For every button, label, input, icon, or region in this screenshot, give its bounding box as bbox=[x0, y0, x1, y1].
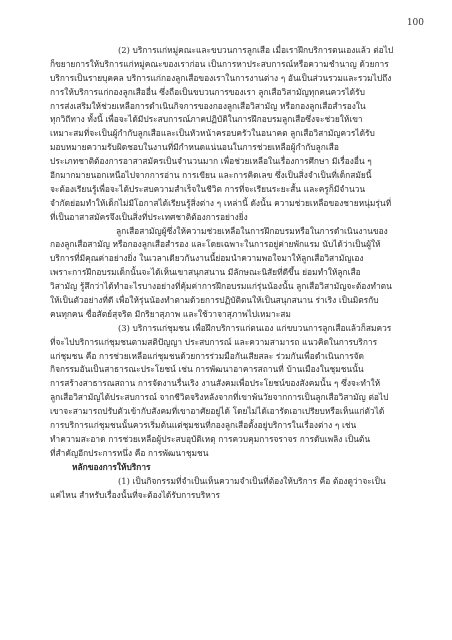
text-line: ที่สำคัญอีกประการหนึ่ง คือ การพัฒนาชุมชน bbox=[50, 447, 209, 458]
text-line: คนทุกคน ซื่อสัตย์สุจริต มีกริยาสุภาพ และใช้วาจาสุภาพไปเหมาะสม bbox=[50, 308, 291, 319]
text-line: กิจกรรมอันเป็นสาธารณะประโยชน์ เช่น การพัฒนาอาคารสถานที่ บ้านเมืองในชุมชนนั้น bbox=[50, 364, 364, 375]
text-line: ที่จะไปบริการแก่ชุมชนตามสติปัญญา ประสบการณ์ และความสามารถ แนวคิดในการบริการ bbox=[50, 336, 378, 347]
text-line: ทุกวิถีทาง ทั้งนี้ เพื่อจะได้มีประสบการณ์ภาคปฏิบัติในการฝึกอบรมลูกเสือซึ่งจะช่วยให้เขา bbox=[50, 114, 363, 125]
section-heading: หลักของการให้บริการ bbox=[72, 461, 151, 472]
paragraph-principle-1 bbox=[50, 475, 428, 503]
text-line: ให้เป็นตัวอย่างที่ดี เพื่อให้รุ่นน้องทำตามด้วยการปฏิบัติตนให้เป็นสนุกสนาน ร่าเริง เป็นมิตรกับ bbox=[50, 295, 379, 306]
page-content bbox=[50, 44, 428, 502]
text-line: เพราะการฝึกอบรมเด็กนั้นจะได้เห็นเขาสนุกสนาน มีลักษณะนิสัยที่ดีขึ้น ย่อมทำให้ลูกเสือ bbox=[50, 267, 361, 278]
text-line: การให้บริการแก่กองลูกเสืออื่น ซึ่งถือเป็นขบวนการของเรา ลูกเสือวิสามัญทุกคนควรได้รับ bbox=[50, 86, 365, 97]
text-line: ก็ขยายการให้บริการแก่หมู่คณะของเราก่อน เป็นการหาประสบการณ์หรือความชำนาญ ด้วยการ bbox=[50, 58, 389, 69]
text-line: อีกมากมายนอกเหนือไปจากการอ่าน การเขียน และการคิดเลข ซึ่งเป็นสิ่งจำเป็นที่เด็กสมัยนี้ bbox=[50, 170, 372, 181]
page-number: 100 bbox=[406, 18, 424, 28]
text-line: เหมาะสมที่จะเป็นผู้กำกับลูกเสือและเป็นหัวหน้าครอบครัวในอนาคต ลูกเสือวิสามัญควรได้รับ bbox=[50, 128, 375, 139]
text-line: (1) เป็นกิจกรรมที่จำเป็นเห็นความจำเป็นที่ต้องให้บริการ คือ ต้องดูว่าจะเป็น bbox=[118, 475, 386, 486]
text-line: การบริการแก่ชุมชนนั้นควรเริ่มต้นแต่ชุมชนที่กองลูกเสือตั้งอยู่บริการในเรื่องต่าง ๆ เช่น bbox=[50, 420, 357, 431]
text-line: กองลูกเสือสามัญ หรือกองลูกเสือสำรอง และโดยเฉพาะในการอยู่ค่ายพักแรม นับได้ว่าเป็นผู้ให้ bbox=[50, 239, 381, 250]
paragraph-scout-leader bbox=[50, 225, 428, 322]
text-line: (3) บริการแก่ชุมชน เพื่อฝึกบริการแก่ตนเอง แก่ขบวนการลูกเสือแล้วก็สมควร bbox=[118, 322, 392, 333]
text-line: ลูกเสือวิสามัญได้ประสบการณ์ จากชีวิตจริงหลังจากที่เขาพ้นวัยจากการเป็นลูกเสือวิสามัญ ต่อไป bbox=[50, 392, 389, 403]
text-line: การสร้างสาธารณสถาน การจัดงานรื่นเริง งานสังคมเพื่อประโยชน์ของสังคมนั้น ๆ ซึ่งจะทำให้ bbox=[50, 378, 381, 389]
text-line: จำกัดย่อมทำให้เด็กไม่มีโอกาสได้เรียนรู้สิ่งต่าง ๆ เหล่านี้ ดังนั้น ความช่วยเหลือของชายหนุ่มรุ่นที่ bbox=[50, 197, 392, 208]
text-line: แก่ชุมชน คือ การช่วยเหลือแก่ชุมชนด้วยการร่วมมือกันเสียสละ ร่วมกันเพื่อดำเนินการจัด bbox=[50, 350, 364, 361]
text-line: แค่ไหน สำหรับเรื่องนั้นที่จะต้องได้รับการบริหาร bbox=[50, 489, 220, 500]
text-line: จะต้องเรียนรู้เพื่อจะได้ประสบความสำเร็จในชีวิต การที่จะเรียนระยะสั้น และครูก็มีจำนวน bbox=[50, 183, 366, 194]
text-line: มอบหมายความรับผิดชอบในงานที่มีกำหนดแน่นอนในการช่วยเหลือผู้กำกับลูกเสือ bbox=[50, 142, 339, 153]
text-line: บริการที่มีคุณค่าอย่างยิ่ง ในเวลาเดียวกันงานนี้ย่อมนำความพอใจมาให้ลูกเสือวิสามัญเอง bbox=[50, 253, 364, 264]
text-line: ประเภทชาติต้องการอาสาสมัครเป็นจำนวนมาก เพื่อช่วยเหลือในเรื่องการศึกษา มีเรื่องอื่น ๆ bbox=[50, 156, 372, 167]
text-line: ลูกเสือสามัญผู้ซึ่งให้ความช่วยเหลือในการฝึกอบรมหรือในการดำเนินงานของ bbox=[116, 225, 388, 236]
text-line: การส่งเสริมให้ช่วยเหลือการดำเนินกิจการของกองลูกเสือวิสามัญ หรือกองลูกเสือสำรองใน bbox=[50, 100, 366, 111]
paragraph-service-group bbox=[50, 44, 428, 225]
text-line: ทำความสะอาด การช่วยเหลือผู้ประสบอุบัติเหตุ การควบคุมการจราจร การดับเพลิง เป็นต้น bbox=[50, 433, 371, 444]
text-line: (2) บริการแก่หมู่คณะและขบวนการลูกเสือ เมื่อเราฝึกบริการตนเองแล้ว ต่อไป bbox=[118, 45, 394, 55]
paragraph-community-service bbox=[50, 322, 428, 461]
text-line: ที่เป็นอาสาสมัครจึงเป็นสิ่งที่ประเทศชาติต้องการอย่างยิ่ง bbox=[50, 211, 248, 222]
text-line: บริการเป็นรายบุคคล บริการแก่กองลูกเสือของเราในการงานต่าง ๆ อันเป็นส่วนรวมและรวมไปถึง bbox=[50, 72, 392, 83]
text-line: เขาจะสามารถปรับตัวเข้ากับสังคมที่เขาอาศัยอยู่ได้ โดยไม่ได้เอารัดเอาเปรียบหรือเห็นแก่ตัวได้ bbox=[50, 406, 385, 417]
text-line: วิสามัญ รู้สึกว่าได้ทำอะไรบางอย่างที่คุ้มค่าการฝึกอบรมแก่รุ่นน้องนั้น ลูกเสือวิสามัญจะต้องทำตน bbox=[50, 281, 392, 292]
